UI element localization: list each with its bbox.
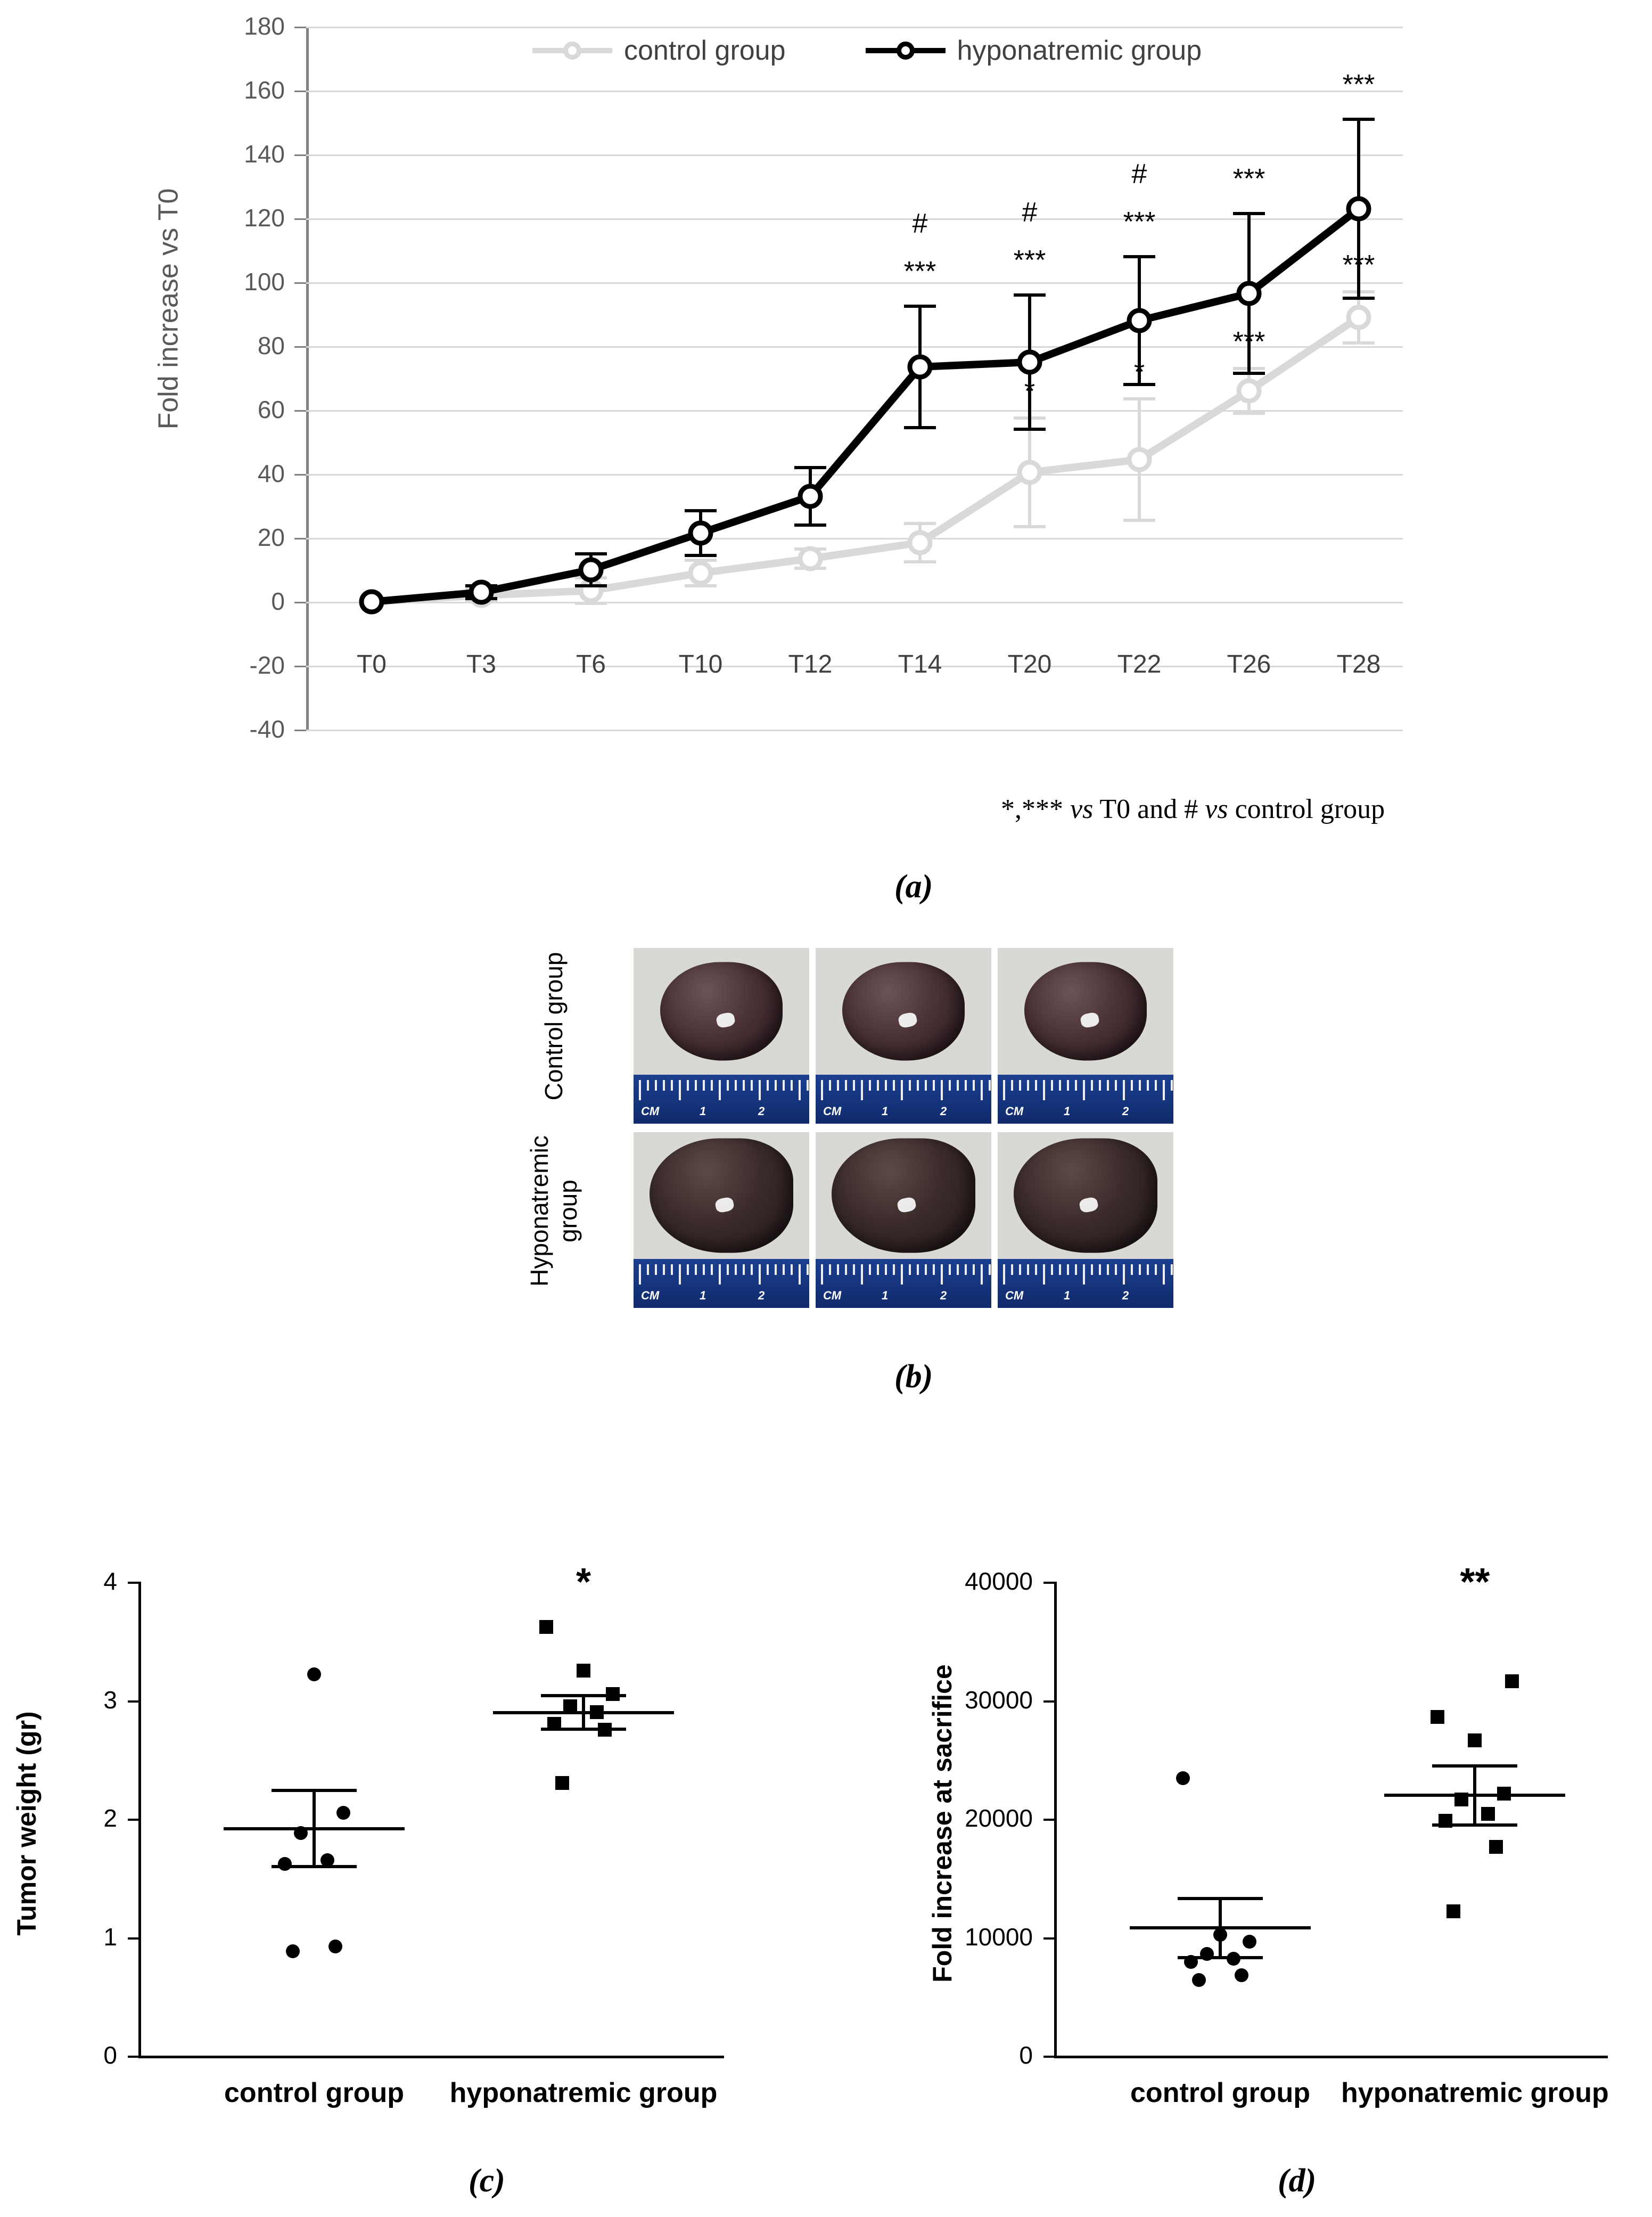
panel-a-x-tick-label: T20 <box>1007 650 1052 678</box>
panel_c-y-tick-label: 1 <box>103 1923 117 1951</box>
panel_d-x-group-label: hyponatremic group <box>1341 2077 1609 2108</box>
panel_d-y-tick-label: 40000 <box>965 1567 1033 1595</box>
panel_c-y-tick <box>128 1700 138 1703</box>
panel_d-significance-mark: ** <box>1460 1561 1490 1604</box>
panel-a-x-tick-label: T6 <box>576 650 606 678</box>
panel_c-error-bar <box>313 1789 316 1864</box>
panel_d-data-point <box>1505 1674 1519 1688</box>
ruler-label: CM <box>823 1105 842 1118</box>
panel_d-y-axis <box>1054 1582 1057 2056</box>
specimen-highlight <box>897 1196 917 1214</box>
panel-a-y-tick <box>294 91 306 92</box>
panel-a-data-point <box>910 357 930 377</box>
panel_d-error-cap <box>1178 1956 1263 1959</box>
panel-a-x-tick-label: T3 <box>466 650 496 678</box>
ruler-label: 2 <box>1122 1105 1129 1118</box>
specimen-highlight <box>714 1196 735 1214</box>
panel-a-line-hyponatremic <box>372 209 1359 602</box>
panel_d-y-tick <box>1043 2056 1054 2058</box>
panel-a-y-tick <box>294 346 306 348</box>
panel_d-error-bar <box>1473 1764 1476 1823</box>
panel-a-y-axis-label: Fold increase vs T0 <box>153 188 184 430</box>
panel-a-data-point <box>691 563 711 583</box>
scale-ruler <box>816 1075 991 1124</box>
panel_d-y-tick <box>1043 1937 1054 1940</box>
panel_c-y-tick <box>128 1937 138 1940</box>
panel-a-series-layer <box>306 27 1445 735</box>
panel-a-y-tick <box>294 27 306 28</box>
panel-a-data-point <box>1020 462 1040 482</box>
panel-a-y-tick-label: 0 <box>271 587 285 615</box>
panel-a-y-tick-label: 180 <box>244 12 285 40</box>
footnote-prefix: *,*** <box>1001 794 1070 824</box>
panel-a-y-tick <box>294 218 306 220</box>
panel_c-x-axis <box>138 2056 724 2058</box>
panel_d-data-point <box>1481 1807 1495 1821</box>
panel-a-x-tick-label: T10 <box>678 650 723 678</box>
panel-a-group-significance-mark: # <box>1022 197 1038 228</box>
tumor-specimen <box>650 1138 793 1253</box>
panel_c-y-tick-label: 4 <box>103 1567 117 1595</box>
panel_d-y-tick-label: 20000 <box>965 1804 1033 1832</box>
panel_c-error-cap <box>541 1694 626 1697</box>
legend-label-control: control group <box>624 35 786 66</box>
panel-c-scatter <box>0 1534 799 2199</box>
panel-a-letter: (a) <box>894 869 933 905</box>
panel-a-y-tick-label: 100 <box>244 268 285 296</box>
panel-c-plot-area <box>0 1534 799 2199</box>
specimen-highlight <box>1079 1196 1099 1214</box>
ruler-label: 1 <box>882 1105 889 1118</box>
panel-a-data-point <box>1349 199 1369 219</box>
ruler-label: 1 <box>882 1289 889 1302</box>
panel-a-y-tick-label: 20 <box>257 523 285 551</box>
panel_d-data-point <box>1468 1733 1482 1747</box>
panel_d-y-tick-label: 10000 <box>965 1923 1033 1951</box>
legend-item-control <box>532 35 786 67</box>
panel-a-data-point <box>1020 352 1040 372</box>
panel_d-error-cap <box>1432 1764 1517 1768</box>
panel_c-data-point <box>328 1940 342 1953</box>
scale-ruler <box>816 1259 991 1308</box>
panel_c-y-tick-label: 2 <box>103 1804 117 1832</box>
panel-d-letter: (d) <box>1278 2163 1317 2199</box>
panel_d-data-point <box>1235 1968 1248 1982</box>
panel-a-y-tick-label: 40 <box>257 460 285 487</box>
panel-a-significance-mark: *** <box>1232 163 1265 194</box>
panel_d-y-axis-label: Fold increase at sacrifice <box>927 1664 957 1983</box>
panel_d-y-tick-label: 0 <box>1019 2041 1033 2069</box>
panel-a-data-point <box>1239 283 1259 304</box>
ruler-label: 2 <box>1122 1289 1129 1302</box>
panel_d-y-tick <box>1043 1582 1054 1584</box>
panel-b-photos <box>0 927 1652 1427</box>
panel-a-data-point <box>800 486 820 506</box>
panel-a-data-point <box>1349 307 1369 328</box>
ruler-label: 2 <box>940 1289 947 1302</box>
footnote-middle: T0 and # <box>1093 794 1205 824</box>
ruler-label: 1 <box>1064 1105 1071 1118</box>
specimen-highlight <box>897 1011 918 1029</box>
panel_c-y-axis-label: Tumor weight (gr) <box>12 1711 42 1936</box>
panel_c-data-point <box>336 1806 350 1820</box>
panel-a-y-tick <box>294 154 306 156</box>
panel-a-y-tick-label: 80 <box>257 332 285 359</box>
panel-a-plot-area <box>244 12 1403 743</box>
panel-d-scatter <box>831 1534 1650 2199</box>
panel_c-error-cap <box>272 1789 357 1792</box>
panel-b-letter: (b) <box>894 1359 933 1395</box>
panel-a-significance-mark: *** <box>903 256 936 287</box>
panel_d-data-point <box>1446 1904 1460 1918</box>
panel-a-data-point <box>471 582 491 602</box>
panel_c-data-point <box>577 1664 590 1678</box>
ruler-label: CM <box>1005 1105 1024 1118</box>
panel-a-significance-mark: *** <box>1013 245 1046 276</box>
panel_c-y-axis <box>138 1582 141 2056</box>
panel-a-data-point <box>361 592 382 612</box>
panel-b-row-label: Control group <box>540 952 568 1101</box>
panel-a-y-tick <box>294 538 306 539</box>
panel_c-data-point <box>278 1857 292 1871</box>
panel-b-row <box>634 1132 1173 1308</box>
panel-a-data-point <box>691 523 711 543</box>
panel-a-x-tick-label: T28 <box>1336 650 1381 678</box>
panel_d-data-point <box>1192 1973 1206 1987</box>
panel-a-y-tick-label: 160 <box>244 76 285 104</box>
panel-a-y-tick-label: 60 <box>257 396 285 423</box>
panel-a-group-significance-mark: # <box>1131 159 1147 190</box>
panel_c-y-tick <box>128 2056 138 2058</box>
panel-d-plot-area <box>831 1534 1650 2199</box>
panel-a-x-tick-label: T26 <box>1227 650 1271 678</box>
footnote-vs-1: vs <box>1070 794 1094 824</box>
panel_d-data-point <box>1431 1710 1444 1724</box>
panel-a-x-tick-label: T12 <box>788 650 833 678</box>
panel-a-y-tick <box>294 282 306 284</box>
panel-b-specimen-photo <box>634 948 809 1124</box>
ruler-label: 2 <box>940 1105 947 1118</box>
panel-a-y-tick <box>294 410 306 412</box>
panel_d-y-tick-label: 30000 <box>965 1686 1033 1714</box>
ruler-label: CM <box>823 1289 842 1302</box>
tumor-specimen <box>1014 1138 1157 1253</box>
panel-a-significance-mark: * <box>1024 376 1035 407</box>
panel_c-significance-mark: * <box>576 1561 591 1604</box>
footnote-end: control group <box>1228 794 1385 824</box>
panel_c-y-tick <box>128 1819 138 1821</box>
panel-a-y-tick <box>294 730 306 731</box>
tumor-specimen <box>660 962 783 1060</box>
panel_d-error-cap <box>1432 1823 1517 1827</box>
panel_c-x-group-label: control group <box>224 2077 404 2108</box>
ruler-label: CM <box>641 1105 660 1118</box>
panel_c-error-bar <box>582 1694 585 1727</box>
panel-a-significance-mark: * <box>1133 357 1145 388</box>
panel_c-x-group-label: hyponatremic group <box>449 2077 718 2108</box>
ruler-label: 2 <box>758 1105 765 1118</box>
specimen-highlight <box>715 1011 736 1029</box>
panel_c-data-point <box>555 1776 569 1790</box>
panel_c-y-tick <box>128 1582 138 1584</box>
panel-a-y-tick-label: -40 <box>249 715 285 743</box>
panel-b-row-label: Hyponatremic group <box>525 1135 582 1287</box>
panel-a-group-significance-mark: # <box>912 208 928 239</box>
panel-a-y-tick <box>294 666 306 667</box>
panel-a-legend <box>532 35 1202 67</box>
panel-a-data-point <box>581 560 601 580</box>
scale-ruler <box>998 1259 1173 1308</box>
panel_d-data-point <box>1176 1771 1190 1785</box>
legend-label-hyponatremic: hyponatremic group <box>957 35 1202 66</box>
panel-a-footnote <box>1001 793 1587 825</box>
panel_c-y-tick-label: 3 <box>103 1686 117 1714</box>
panel-b-row <box>634 948 1173 1124</box>
panel_d-error-cap <box>1178 1897 1263 1900</box>
panel_d-y-tick <box>1043 1700 1054 1703</box>
chart-a-wrapper <box>153 12 1523 772</box>
panel-a-y-tick-label: 120 <box>244 204 285 232</box>
panel-a-x-tick-label: T22 <box>1117 650 1162 678</box>
tumor-specimen <box>832 1138 975 1253</box>
scale-ruler <box>998 1075 1173 1124</box>
panel_c-error-cap <box>541 1728 626 1731</box>
tumor-specimen <box>1024 962 1147 1060</box>
panel_d-data-point <box>1243 1935 1256 1949</box>
panel-a-significance-mark: *** <box>1342 250 1375 281</box>
ruler-label: CM <box>1005 1289 1024 1302</box>
panel-a-data-point <box>800 549 820 569</box>
footnote-vs-2: vs <box>1205 794 1228 824</box>
panel_c-error-cap <box>272 1865 357 1868</box>
panel-a-data-point <box>1239 381 1259 401</box>
panel-a-y-tick-label: -20 <box>249 651 285 679</box>
tumor-specimen <box>842 962 965 1060</box>
panel_d-error-bar <box>1219 1897 1222 1956</box>
specimen-highlight <box>1079 1011 1100 1029</box>
panel-a-significance-mark: *** <box>1342 69 1375 100</box>
panel-a-line-chart <box>0 0 1652 905</box>
ruler-label: 1 <box>700 1289 706 1302</box>
panel-b-specimen-photo <box>816 948 991 1124</box>
panel-a-data-point <box>910 533 930 553</box>
panel-a-x-tick-label: T14 <box>898 650 942 678</box>
panel-a-significance-mark: *** <box>1123 207 1156 238</box>
panel-a-line-control <box>372 317 1359 602</box>
ruler-label: 1 <box>1064 1289 1071 1302</box>
panel_c-data-point <box>286 1944 300 1958</box>
ruler-label: 2 <box>758 1289 765 1302</box>
panel-a-data-point <box>1129 449 1149 470</box>
panel_c-data-point <box>539 1620 553 1634</box>
panel-b-specimen-photo <box>816 1132 991 1308</box>
legend-item-hyponatremic <box>866 35 1202 67</box>
panel-c-letter: (c) <box>469 2163 505 2199</box>
panel-a-y-tick <box>294 602 306 603</box>
panel-b-specimen-photo <box>998 948 1173 1124</box>
panel_d-data-point <box>1489 1840 1503 1854</box>
panel-a-y-tick-label: 140 <box>244 140 285 168</box>
ruler-label: 1 <box>700 1105 706 1118</box>
panel_d-x-group-label: control group <box>1130 2077 1310 2108</box>
panel-a-data-point <box>1129 310 1149 331</box>
scale-ruler <box>634 1075 809 1124</box>
panel-b-photo-grid <box>525 948 1173 1316</box>
scale-ruler <box>634 1259 809 1308</box>
panel_c-data-point <box>307 1667 321 1681</box>
panel_c-y-tick-label: 0 <box>103 2041 117 2069</box>
panel_d-x-axis <box>1054 2056 1608 2058</box>
panel-a-y-tick <box>294 474 306 476</box>
ruler-label: CM <box>641 1289 660 1302</box>
panel-b-specimen-photo <box>634 1132 809 1308</box>
panel-a-x-tick-label: T0 <box>356 650 387 678</box>
panel-a-significance-mark: *** <box>1232 326 1265 357</box>
panel-b-specimen-photo <box>998 1132 1173 1308</box>
panel_d-y-tick <box>1043 1819 1054 1821</box>
